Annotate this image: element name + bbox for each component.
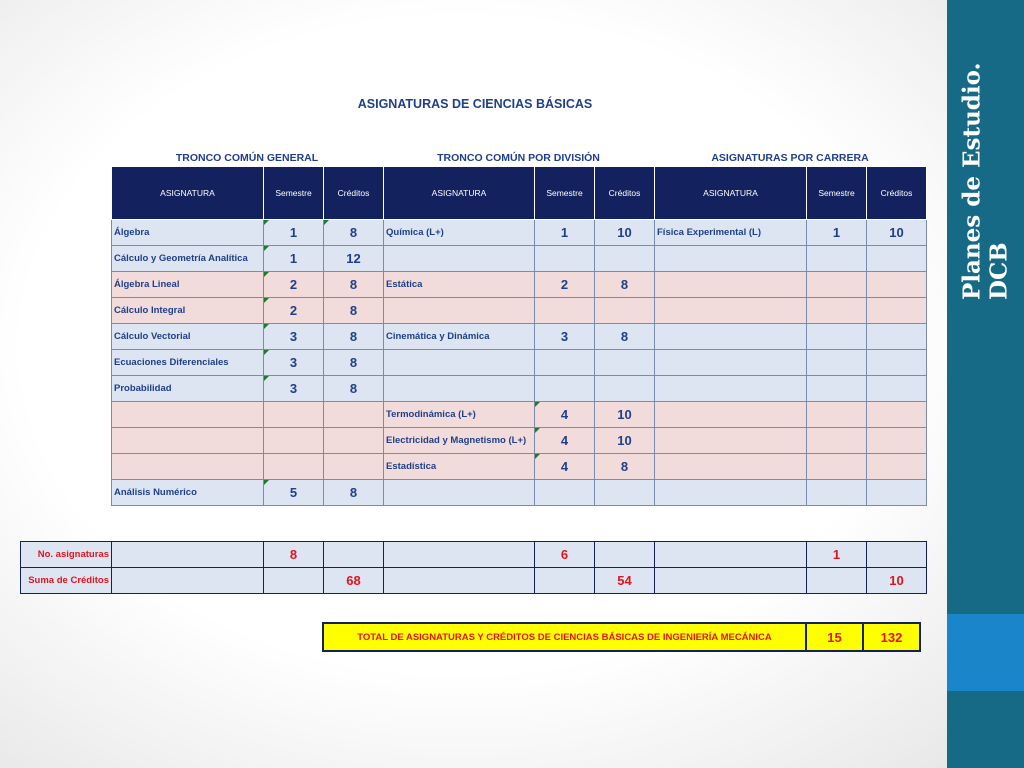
subject-name: Cálculo y Geometría Analítica [112,246,264,272]
semester-cell: 2 [264,298,324,324]
subject-name [655,272,807,298]
credits-cell: 8 [595,272,655,298]
credits-cell [867,428,927,454]
credits-cell: 12 [324,246,384,272]
subject-name [655,324,807,350]
subject-name: Cálculo Integral [112,298,264,324]
header-creditos: Créditos [595,167,655,220]
summary-row-count [21,542,927,568]
credits-cell: 8 [595,324,655,350]
credits-cell: 8 [324,324,384,350]
general-credits: 68 [324,568,384,594]
semester-cell [264,402,324,428]
semester-cell: 2 [264,272,324,298]
header-asignatura: ASIGNATURA [655,167,807,220]
subject-name [384,480,535,506]
semester-cell [264,454,324,480]
credits-cell [595,376,655,402]
table-row [112,402,927,428]
empty-cell [384,542,535,568]
table-row [112,428,927,454]
credits-cell [867,350,927,376]
credits-cell [324,402,384,428]
header-creditos: Créditos [324,167,384,220]
subject-name: Ecuaciones Diferenciales [112,350,264,376]
header-semestre: Semestre [264,167,324,220]
credits-cell [324,428,384,454]
total-row [323,623,920,651]
credits-cell [595,246,655,272]
credits-cell [595,350,655,376]
semester-cell [807,272,867,298]
subject-name [655,246,807,272]
summary-table [20,541,927,594]
general-count: 8 [264,542,324,568]
table-row [112,376,927,402]
semester-cell [807,428,867,454]
credits-cell: 8 [324,298,384,324]
empty-cell [867,542,927,568]
empty-cell [807,568,867,594]
table-header-row [112,167,927,220]
subject-name [655,480,807,506]
table-row [112,454,927,480]
empty-cell [264,568,324,594]
semester-cell [535,350,595,376]
semester-cell: 4 [535,454,595,480]
table-row [112,480,927,506]
credits-cell: 8 [324,480,384,506]
credits-cell [867,324,927,350]
credits-cell: 8 [324,350,384,376]
subject-name: Álgebra Lineal [112,272,264,298]
empty-cell [655,542,807,568]
credits-cell: 10 [867,220,927,246]
header-semestre: Semestre [535,167,595,220]
credits-cell: 8 [595,454,655,480]
count-label: No. asignaturas [21,542,112,568]
subject-name [655,350,807,376]
semester-cell: 4 [535,402,595,428]
table-row [112,220,927,246]
semester-cell [535,376,595,402]
semester-cell: 3 [535,324,595,350]
semester-cell [807,454,867,480]
subject-name: Cinemática y Dinámica [384,324,535,350]
semester-cell [535,246,595,272]
semester-cell: 1 [535,220,595,246]
total-creditos: 132 [863,623,920,651]
total-asignaturas: 15 [806,623,863,651]
empty-cell [112,568,264,594]
subject-name [384,298,535,324]
empty-cell [535,568,595,594]
credits-cell: 8 [324,376,384,402]
credits-cell: 10 [595,220,655,246]
credits-cell [867,480,927,506]
subject-name: Análisis Numérico [112,480,264,506]
semester-cell [807,298,867,324]
semester-cell [535,298,595,324]
semester-cell: 3 [264,350,324,376]
semester-cell [807,402,867,428]
subject-name: Física Experimental (L) [655,220,807,246]
semester-cell [807,480,867,506]
subject-name: Álgebra [112,220,264,246]
semester-cell [807,324,867,350]
credits-cell: 10 [595,402,655,428]
header-asignatura: ASIGNATURA [384,167,535,220]
semester-cell [535,480,595,506]
side-accent-block [947,614,1024,691]
total-table [322,622,921,652]
semester-cell [807,376,867,402]
subject-name: Termodinámica (L+) [384,402,535,428]
semester-cell: 1 [807,220,867,246]
subject-name: Estadística [384,454,535,480]
subject-name [655,376,807,402]
carrera-count: 1 [807,542,867,568]
semester-cell [807,350,867,376]
credits-cell [595,298,655,324]
semester-cell: 1 [264,246,324,272]
credits-cell [867,454,927,480]
semester-cell: 4 [535,428,595,454]
semester-cell: 3 [264,376,324,402]
summary-row-credits [21,568,927,594]
header-asignatura: ASIGNATURA [112,167,264,220]
semester-cell [264,428,324,454]
carrera-credits: 10 [867,568,927,594]
credits-cell [324,454,384,480]
subject-name: Cálculo Vectorial [112,324,264,350]
credits-cell [867,246,927,272]
subject-name [384,350,535,376]
page-title: ASIGNATURAS DE CIENCIAS BÁSICAS [357,97,593,111]
subject-name [655,298,807,324]
subject-name [112,402,264,428]
semester-cell: 3 [264,324,324,350]
empty-cell [384,568,535,594]
subject-name: Estática [384,272,535,298]
empty-cell [112,542,264,568]
subject-name [112,454,264,480]
subject-name: Probabilidad [112,376,264,402]
group-header-division: TRONCO COMÚN POR DIVISIÓN [437,152,600,164]
header-semestre: Semestre [807,167,867,220]
credits-cell [595,480,655,506]
table-row [112,324,927,350]
table-row [112,298,927,324]
credits-cell: 8 [324,220,384,246]
empty-cell [595,542,655,568]
group-header-general: TRONCO COMÚN GENERAL [175,152,319,164]
subject-name [655,402,807,428]
subjects-table [111,166,927,506]
subject-name [655,428,807,454]
subject-name [112,428,264,454]
table-row [112,272,927,298]
credits-cell [867,402,927,428]
subject-name [655,454,807,480]
table-row [112,350,927,376]
header-creditos: Créditos [867,167,927,220]
credits-cell [867,272,927,298]
table-row [112,246,927,272]
credits-cell [867,298,927,324]
subject-name: Electricidad y Magnetismo (L+) [384,428,535,454]
credits-cell: 8 [324,272,384,298]
division-credits: 54 [595,568,655,594]
semester-cell: 5 [264,480,324,506]
group-header-carrera: ASIGNATURAS POR CARRERA [711,152,869,164]
side-title: Planes de Estudio. DCB [958,62,1013,300]
subject-name [384,376,535,402]
semester-cell [807,246,867,272]
total-label: TOTAL DE ASIGNATURAS Y CRÉDITOS DE CIENCIAS BÁSICAS DE INGENIERÍA MECÁNICA [323,623,806,651]
credits-cell [867,376,927,402]
semester-cell: 1 [264,220,324,246]
subject-name: Química (L+) [384,220,535,246]
semester-cell: 2 [535,272,595,298]
credits-cell: 10 [595,428,655,454]
credits-label: Suma de Créditos [21,568,112,594]
empty-cell [655,568,807,594]
empty-cell [324,542,384,568]
subject-name [384,246,535,272]
division-count: 6 [535,542,595,568]
